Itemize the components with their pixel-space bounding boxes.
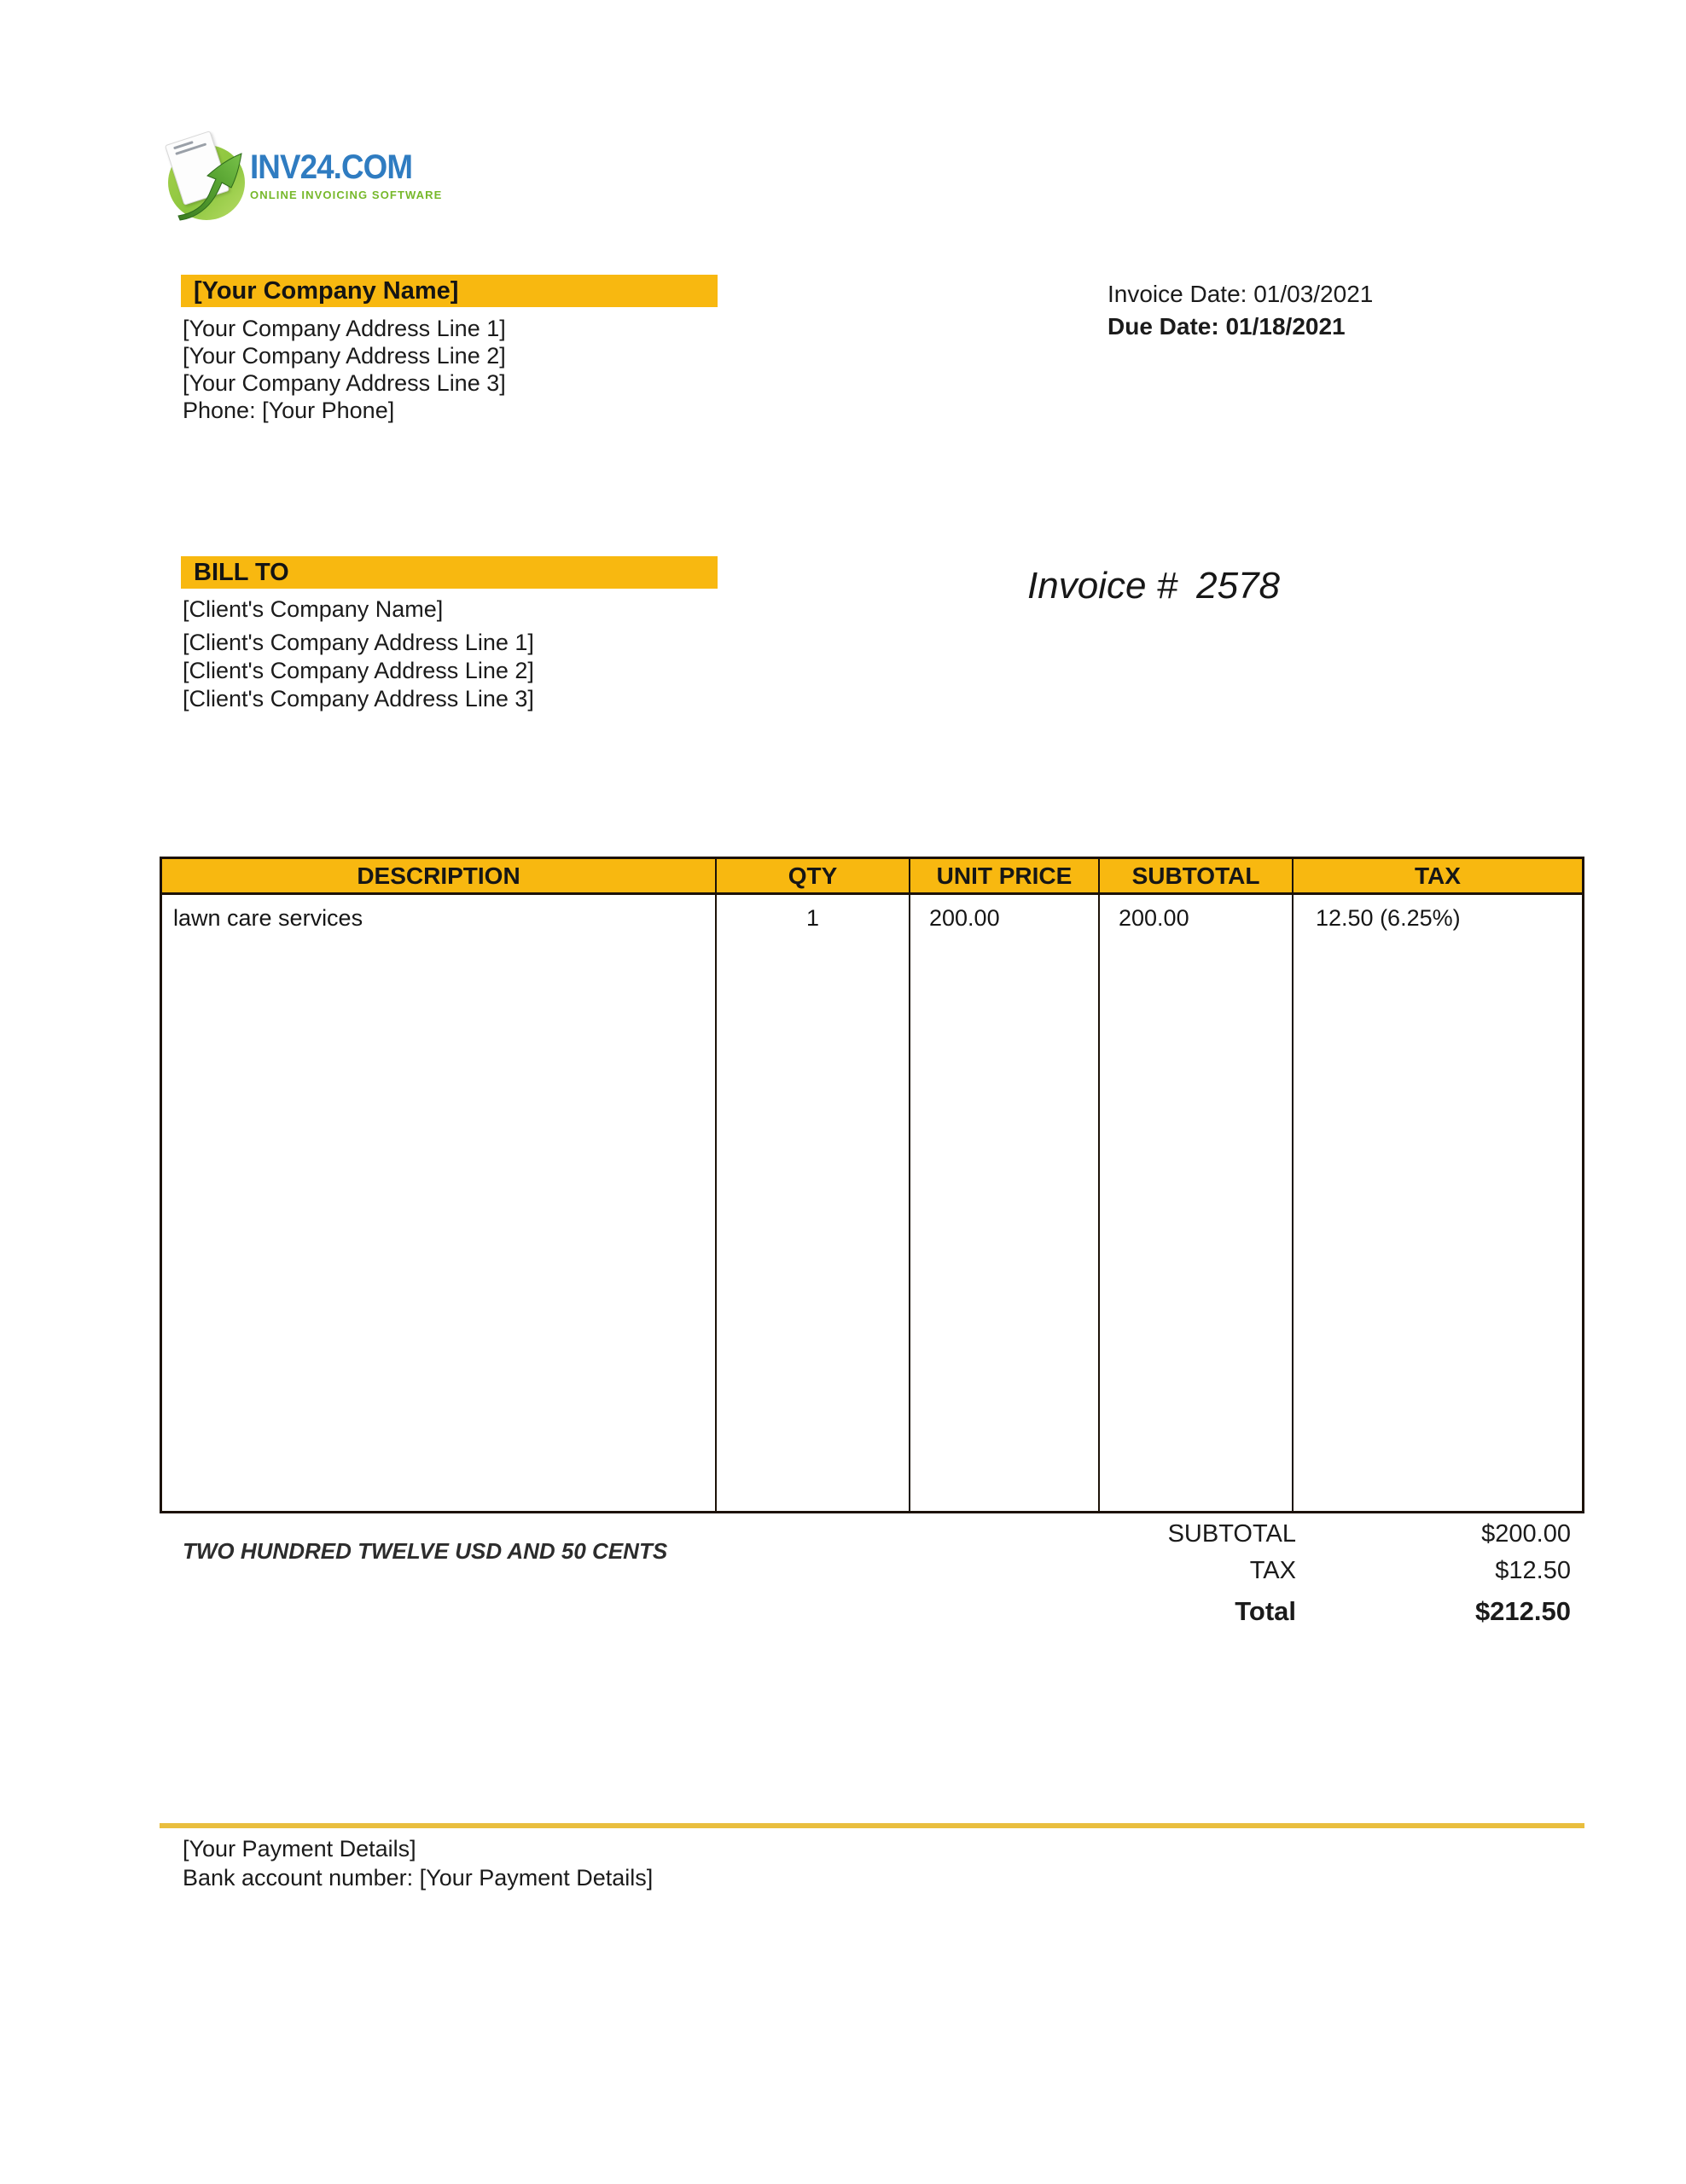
dates-block (1108, 278, 1373, 343)
items-table (160, 857, 1584, 1513)
client-company-name: [Client's Company Name] (183, 596, 444, 622)
inv24-logo (160, 135, 443, 229)
logo-brand-text: INV24.COM (250, 148, 413, 186)
tax-value: $12.50 (1495, 1557, 1571, 1584)
company-phone: Phone: [Your Phone] (183, 398, 395, 423)
cell-subtotal: 200.00 (1100, 895, 1294, 1511)
bill-to-bar (181, 556, 718, 589)
company-name: [Your Company Name] (194, 276, 459, 305)
bank-account-line: Bank account number: [Your Payment Details] (183, 1865, 654, 1891)
client-address-line: [Client's Company Address Line 3] (183, 686, 534, 712)
invoice-number-value: 2578 (1196, 565, 1280, 607)
invoice-growth-icon (160, 135, 255, 224)
column-header-subtotal: SUBTOTAL (1100, 859, 1294, 892)
subtotal-label: SUBTOTAL (1167, 1520, 1296, 1548)
payment-details-line: [Your Payment Details] (183, 1836, 416, 1862)
logo-tagline-text: ONLINE INVOICING SOFTWARE (250, 189, 443, 201)
invoice-number (1027, 565, 1280, 607)
subtotal-row (160, 1520, 1584, 1557)
subtotal-value: $200.00 (1481, 1520, 1571, 1548)
company-address-block (183, 315, 506, 424)
client-address-line: [Client's Company Address Line 2] (183, 658, 534, 683)
column-header-tax: TAX (1415, 862, 1461, 889)
column-header-unit-price: UNIT PRICE (910, 859, 1100, 892)
amount-in-words: TWO HUNDRED TWELVE USD AND 50 CENTS (183, 1538, 668, 1564)
logo-text (250, 150, 442, 200)
invoice-date-label: Invoice Date: (1108, 281, 1247, 307)
cell-tax: 12.50 (6.25%) (1316, 905, 1461, 931)
total-value: $212.50 (1474, 1596, 1571, 1626)
items-table-header (162, 859, 1582, 895)
tax-label: TAX (1249, 1557, 1296, 1584)
totals-block (160, 1520, 1584, 1633)
cell-qty: 1 (717, 895, 910, 1511)
invoice-date-value: 01/03/2021 (1253, 281, 1374, 307)
column-header-qty: QTY (717, 859, 910, 892)
payment-details-block (183, 1834, 653, 1892)
bill-to-header: BILL TO (194, 558, 289, 586)
due-date-row (1108, 311, 1373, 343)
cell-description: lawn care services (162, 895, 717, 1511)
company-address-line: [Your Company Address Line 3] (183, 370, 506, 396)
cell-unit-price: 200.00 (910, 895, 1100, 1511)
company-name-bar (181, 275, 718, 307)
column-header-description: DESCRIPTION (162, 859, 717, 892)
invoice-number-label: Invoice # (1027, 565, 1178, 607)
client-address-line: [Client's Company Address Line 1] (183, 630, 534, 655)
due-date-value: 01/18/2021 (1225, 313, 1346, 340)
due-date-label: Due Date: (1108, 313, 1219, 340)
invoice-date-row (1108, 278, 1373, 311)
footer-divider-line (160, 1823, 1584, 1828)
company-address-line: [Your Company Address Line 1] (183, 316, 506, 341)
company-address-line: [Your Company Address Line 2] (183, 343, 506, 369)
growth-arrow-icon (160, 135, 255, 224)
client-address-block (183, 595, 534, 713)
total-label: Total (1235, 1596, 1296, 1626)
total-row (160, 1596, 1584, 1633)
table-row (162, 895, 1582, 1511)
tax-row (160, 1557, 1584, 1594)
